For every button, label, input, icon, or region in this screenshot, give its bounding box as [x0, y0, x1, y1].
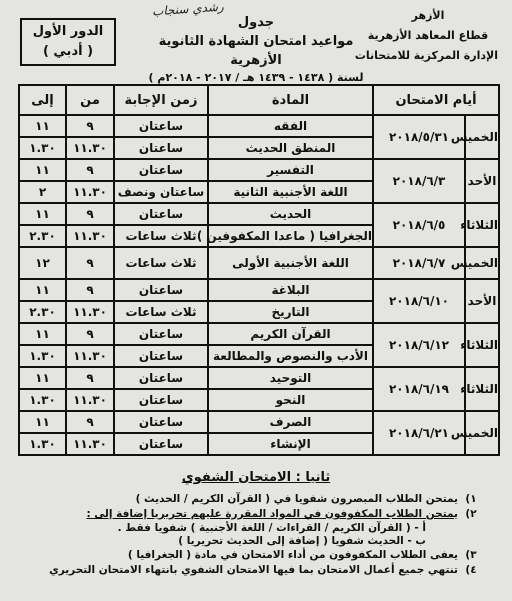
start-time-cell: ١١.٣٠ [66, 181, 114, 203]
end-time-cell: ١١ [19, 159, 66, 181]
exam-day: الخميس [465, 411, 499, 455]
note-item [14, 507, 484, 521]
document-header [0, 0, 512, 84]
institution-block [354, 6, 498, 66]
start-time-cell: ٩ [66, 115, 114, 137]
exam-date: ٢٠١٨/٦/١٩ [373, 367, 465, 411]
exam-day: الثلاثاء [465, 367, 499, 411]
duration-cell: ساعتان [114, 433, 208, 455]
duration-cell: ساعتان [114, 159, 208, 181]
duration-cell: ساعتان [114, 279, 208, 301]
round-label: الدور الأول [32, 24, 104, 39]
exam-date: ٢٠١٨/٦/٣ [373, 159, 465, 203]
note-item [14, 492, 484, 506]
subject-cell: اللغة الأجنبية الثانية [208, 181, 373, 203]
duration-cell: ساعتان [114, 115, 208, 137]
subject-cell: الحديث [208, 203, 373, 225]
institution-line: الإدارة المركزية للامتحانات [354, 49, 498, 62]
note-number: ١) [465, 493, 477, 505]
subject-cell: الفقه [208, 115, 373, 137]
table-row [19, 323, 499, 345]
exam-date: ٢٠١٨/٦/١٢ [373, 323, 465, 367]
end-time-cell: ٢.٣٠ [19, 301, 66, 323]
subject-cell: اللغة الأجنبية الأولى [208, 247, 373, 279]
duration-cell: ساعتان [114, 137, 208, 159]
exam-day: الأحد [465, 159, 499, 203]
note-item [14, 548, 484, 562]
end-time-cell: ١.٣٠ [19, 389, 66, 411]
exam-schedule-table [18, 84, 500, 456]
start-time-cell: ١١.٣٠ [66, 137, 114, 159]
subject-cell: الجغرافيا ( ماعدا المكفوفين ) [208, 225, 373, 247]
table-row [19, 367, 499, 389]
duration-cell: ساعتان [114, 389, 208, 411]
table-header-row [19, 85, 499, 115]
end-time-cell: ١١ [19, 367, 66, 389]
start-time-cell: ١١.٣٠ [66, 389, 114, 411]
duration-cell: ساعتان [114, 411, 208, 433]
end-time-cell: ٢.٣٠ [19, 225, 66, 247]
end-time-cell: ١.٣٠ [19, 433, 66, 455]
round-badge [20, 18, 116, 66]
note-sub-item: أ - ( القرآن الكريم / القراءات / اللغة الأجنبية ) شفويا فقط . [117, 522, 426, 534]
subject-cell: البلاغة [208, 279, 373, 301]
start-time-cell: ٩ [66, 279, 114, 301]
start-time-cell: ٩ [66, 159, 114, 181]
exam-day: الخميس [465, 115, 499, 159]
duration-cell: ثلاث ساعات [114, 301, 208, 323]
exam-day: الأحد [465, 279, 499, 323]
table-row [19, 279, 499, 301]
start-time-cell: ٩ [66, 323, 114, 345]
note-sub-item: ب - الحديث شفويا ( إضافة إلى الحديث تحريريا ) [178, 535, 426, 547]
start-time-cell: ٩ [66, 203, 114, 225]
header-from: من [66, 85, 114, 115]
note-item [14, 563, 484, 577]
oral-exam-title: ثانيا : الامتحان الشفوي [181, 470, 331, 485]
exam-date: ٢٠١٨/٦/٢١ [373, 411, 465, 455]
schedule-title: مواعيد امتحان الشهادة الثانوية الأزهرية [158, 34, 354, 68]
note-number: ٤) [465, 564, 477, 576]
subject-cell: التفسير [208, 159, 373, 181]
schedule-year: لسنة ( ١٤٣٨ - ١٤٣٩ هـ / ٢٠١٧ - ٢٠١٨م ) [148, 71, 364, 84]
subject-cell: القرآن الكريم [208, 323, 373, 345]
subject-cell: الأدب والنصوص والمطالعة [208, 345, 373, 367]
duration-cell: ساعتان [114, 367, 208, 389]
subject-cell: التوحيد [208, 367, 373, 389]
header-to: إلى [19, 85, 66, 115]
note-text: يعفى الطلاب المكفوفون من أداء الامتحان في مادة ( الجغرافيا ) [127, 549, 458, 561]
duration-cell: ساعتان ونصف [114, 181, 208, 203]
end-time-cell: ١.٣٠ [19, 137, 66, 159]
subject-cell: المنطق الحديث [208, 137, 373, 159]
subject-cell: التاريخ [208, 301, 373, 323]
subject-cell: الإنشاء [208, 433, 373, 455]
start-time-cell: ١١.٣٠ [66, 345, 114, 367]
table-row [19, 247, 499, 279]
header-duration: زمن الإجابة [114, 85, 208, 115]
start-time-cell: ٩ [66, 247, 114, 279]
table-row [19, 115, 499, 137]
handwritten-signature: رشدي سنجاب [151, 0, 225, 19]
note-text: يمتحن الطلاب المبصرون شفويا في ( القرآن الكريم / الحديث ) [135, 493, 458, 505]
end-time-cell: ١١ [19, 323, 66, 345]
end-time-cell: ١١ [19, 115, 66, 137]
duration-cell: ثلاث ساعات [114, 225, 208, 247]
schedule-title-block [140, 14, 372, 86]
institution-line: الأزهر [411, 9, 445, 22]
end-time-cell: ١١ [19, 279, 66, 301]
end-time-cell: ١١ [19, 411, 66, 433]
header-subject: المادة [208, 85, 373, 115]
duration-cell: ساعتان [114, 345, 208, 367]
note-text: يمتحن الطلاب المكفوفون في المواد المقررة عليهم تحريريا إضافة إلى : [86, 508, 458, 520]
header-days: أيام الامتحان [373, 85, 499, 115]
institution-line: قطاع المعاهد الأزهرية [367, 29, 489, 42]
exam-day: الثلاثاء [465, 323, 499, 367]
start-time-cell: ١١.٣٠ [66, 301, 114, 323]
duration-cell: ساعتان [114, 323, 208, 345]
exam-day: الثلاثاء [465, 203, 499, 247]
note-number: ٢) [465, 508, 477, 520]
exam-date: ٢٠١٨/٥/٣١ [373, 115, 465, 159]
end-time-cell: ٢ [19, 181, 66, 203]
note-text: تنتهي جميع أعمال الامتحان بما فيها الامتحان الشفوي بانتهاء الامتحان التحريري [49, 564, 458, 576]
exam-date: ٢٠١٨/٦/١٠ [373, 279, 465, 323]
end-time-cell: ١٢ [19, 247, 66, 279]
table-row [19, 411, 499, 433]
start-time-cell: ١١.٣٠ [66, 433, 114, 455]
duration-cell: ساعتان [114, 203, 208, 225]
duration-cell: ثلاث ساعات [114, 247, 208, 279]
subject-cell: النحو [208, 389, 373, 411]
table-row [19, 159, 499, 181]
oral-exam-notes [14, 492, 484, 578]
exam-date: ٢٠١٨/٦/٥ [373, 203, 465, 247]
note-number: ٣) [465, 549, 477, 561]
table-row [19, 203, 499, 225]
end-time-cell: ١.٣٠ [19, 345, 66, 367]
exam-day: الخميس [465, 247, 499, 279]
start-time-cell: ١١.٣٠ [66, 225, 114, 247]
table-body [19, 115, 499, 455]
schedule-title-word: جدول [237, 15, 275, 30]
start-time-cell: ٩ [66, 411, 114, 433]
exam-date: ٢٠١٨/٦/٧ [373, 247, 465, 279]
subject-cell: الصرف [208, 411, 373, 433]
track-label: ( أدبي ) [42, 44, 94, 59]
end-time-cell: ١١ [19, 203, 66, 225]
start-time-cell: ٩ [66, 367, 114, 389]
